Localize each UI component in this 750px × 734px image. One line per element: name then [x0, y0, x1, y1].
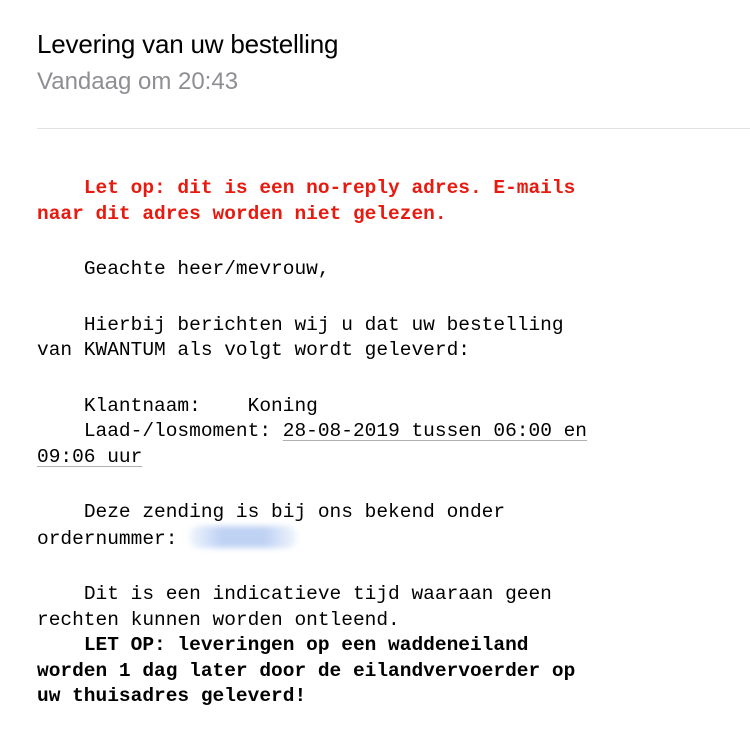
- delivery-moment-row: [37, 419, 737, 470]
- order-number-text: Deze zending is bij ons bekend onder ordernummer:: [37, 501, 506, 550]
- redacted-order-number: [189, 526, 297, 548]
- email-subject: Levering van uw bestelling: [37, 29, 339, 59]
- customer-name-label: Klantnaam:: [37, 394, 248, 417]
- greeting: Geachte heer/mevrouw,: [37, 258, 330, 280]
- email-body: [37, 176, 737, 710]
- delivery-moment-link[interactable]: 28-08-2019 tussen 06:00 en: [282, 420, 587, 442]
- disclaimer-text: Dit is een indicatieve tijd waaraan geen rechten kunnen worden ontleend.: [37, 583, 552, 631]
- header-divider: [37, 128, 750, 129]
- intro-text: Hierbij berichten wij u dat uw bestelling van KWANTUM als volgt wordt geleverd:: [37, 313, 564, 361]
- no-reply-warning: Let op: dit is een no-reply adres. E-mails naar dit adres worden niet gelezen.: [37, 177, 576, 225]
- customer-name-value: Koning: [247, 394, 318, 417]
- island-delivery-note: LET OP: leveringen op een waddeneiland worden 1 dag later door de eilandvervoerder op uw thuisadres geleverd!: [37, 634, 576, 707]
- delivery-moment-label: Laad-/losmoment:: [37, 420, 283, 442]
- delivery-moment-link-cont[interactable]: 09:06 uur: [37, 445, 143, 468]
- email-date: Vandaag om 20:43: [37, 68, 239, 95]
- customer-name-row: [37, 394, 737, 420]
- email-header: [37, 26, 750, 98]
